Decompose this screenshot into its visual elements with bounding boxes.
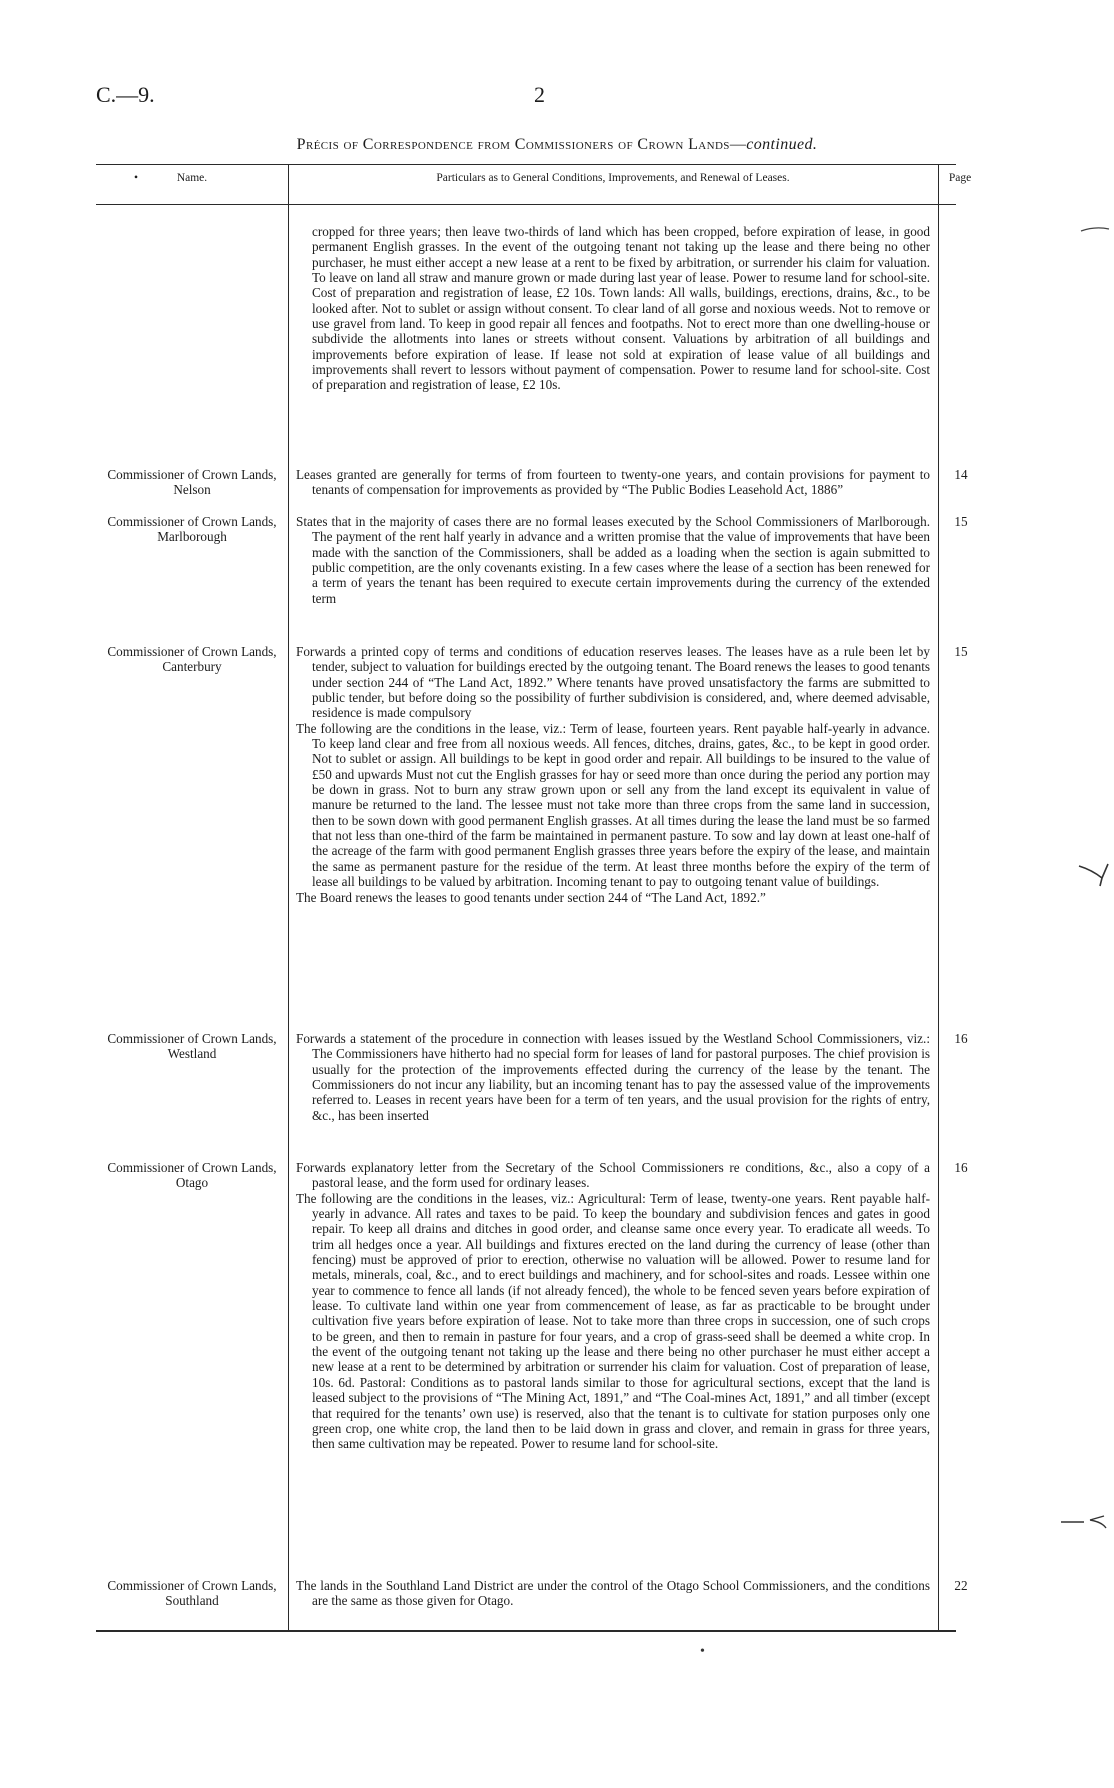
commissioner-name: Commissioner of Crown Lands, Westland [107, 1031, 277, 1062]
page-reference: 15 [954, 644, 968, 659]
margin-tick-mark [1078, 862, 1112, 888]
header-bottom-rule [96, 204, 956, 205]
table-bottom-rule [96, 1630, 956, 1632]
paragraph: Forwards a printed copy of terms and conditions of education reserves leases. The leases have as a rule been let by tender, subject to valuation for buildings erected by the outgoing tenant. The Board renews the leases to good tenants under section 244 of “The Land Act, 1892.” Where tenants have proved unsatisfactory the farms are submitted to public tender, but before doing so the possibility of further subdivision is considered, and, where deemed advisable, residence is made compulsory [296, 644, 930, 721]
paragraph: Forwards explanatory letter from the Secretary of the School Commissioners re conditions, &c., also a copy of a pastoral lease, and the form used for ordinary leases. [296, 1160, 930, 1191]
particulars-cell [296, 1578, 930, 1609]
paragraph: The lands in the Southland Land District are under the control of the Otago School Commissioners, and the conditions are the same as those given for Otago. [296, 1578, 930, 1609]
column-divider-name [288, 164, 289, 1630]
page-title [0, 136, 1114, 154]
table-top-rule [96, 164, 956, 165]
particulars-cell [296, 1160, 930, 1452]
page-reference: 14 [954, 467, 968, 482]
particulars-cell [296, 644, 930, 905]
margin-tick-mark [1060, 1512, 1110, 1532]
particulars-cell [296, 1031, 930, 1123]
page-reference: 16 [954, 1160, 968, 1175]
column-header-particulars: Particulars as to General Conditions, Improvements, and Renewal of Leases. [436, 172, 790, 184]
commissioner-name: Commissioner of Crown Lands, Southland [107, 1578, 277, 1609]
scan-dot: • [700, 1644, 705, 1659]
paragraph: Leases granted are generally for terms of from fourteen to twenty-one years, and contain provisions for payment to tenants of compensation for improvements as provided by “The Public Bodies Leasehold Act, 1886” [296, 467, 930, 498]
particulars-cell [296, 224, 930, 393]
page-reference: 15 [954, 514, 968, 529]
title-continued: continued. [746, 136, 818, 153]
paragraph: States that in the majority of cases there are no formal leases executed by the School Commissioners of Marlborough. The payment of the rent half yearly in advance and a written promise that the value of improvements that have been made with the sanction of the Commissioners, shall be added as a loading when the section is again submitted to public competition, are the only covenants existing. In a few cases where the lease of a section has been renewed for a term of years the tenant has been required to execute certain improvements during the currency of the extended term [296, 514, 930, 606]
commissioner-name: Commissioner of Crown Lands, Canterbury [107, 644, 277, 675]
paragraph: The following are the conditions in the leases, viz.: Agricultural: Term of lease, twenty-one years. Rent payable half-yearly in advance. All rates and taxes to be paid. To keep the boundary and subdivision fences and gates in good repair. To keep all drains and ditches in good order, and cleanse same once every year. To eradicate all weeds. To trim all hedges once a year. All buildings and fixtures erected on the land during the currency of lease (other than fencing) must be approved of prior to erection, otherwise no valuation will be allowed. Power to resume land for metals, minerals, coal, &c., and to erect buildings and machinery, and for school-sites and roads. Lessee within one year to commence to fence all lands (if not already fenced), the whole to be fenced seven years before expiration of lease. To cultivate land within one year from commencement of lease, as far as practicable to be brought under cultivation five years before expiration of lease. Not to take more than three crops in succession, one of such crops to be green, and then to remain in pasture for four years, and a crop of grass-seed shall be deemed a white crop. In the event of the outgoing tenant not taking up the lease and there being no other purchaser he must either accept a new lease at a rent to be determined by arbitration or surrender his claim for valuation. Cost of preparation of lease, 10s. 6d. Pastoral: Conditions as to pastoral lands similar to those for agricultural sections, except that the land is leased subject to the provisions of “The Mining Act, 1891,” and “The Coal-mines Act, 1891,” and all timber (except that required for the tenants’ own use) is reserved, also that the tenant is to cultivate for station purposes only one green crop, one white crop, the land then to be laid down in grass and clover, and remain in grass for three years, then same cultivation may be repeated. Power to resume land for school-site. [296, 1190, 930, 1452]
commissioner-name: Commissioner of Crown Lands, Marlborough [107, 514, 277, 545]
particulars-cell [296, 467, 930, 498]
paragraph: The Board renews the leases to good tenants under section 244 of “The Land Act, 1892.” [296, 889, 766, 905]
page-reference: 22 [954, 1578, 968, 1593]
page-reference: 16 [954, 1031, 968, 1046]
paragraph: cropped for three years; then leave two-thirds of land which has been cropped, before expiration of lease, in good permanent English grasses. In the event of the outgoing tenant not taking up the lease and there being no other purchaser, he must either accept a new lease at a rent to be fixed by arbitration, or surrender his claim for valuation. To leave on land all straw and manure grown or made during last year of lease. Power to resume land for school-site. Cost of preparation and registration of lease, £2 10s. Town lands: All walls, buildings, erections, drains, &c., to be looked after. Not to sublet or assign without consent. To clear land of all gorse and noxious weeds. Not to remove or use gravel from land. To keep in good repair all fences and footpaths. Not to erect more than one dwelling-house or subdivide the allotments into lanes or streets without consent. Valuations by arbitration of all buildings and improvements before expiration of lease. If lease not sold at expiration of lease value of all buildings and improvements shall revert to lessors without payment of compensation. Power to resume land for school-site. Cost of preparation and registration of lease, £2 10s. [312, 224, 930, 393]
bullet-mark: • [134, 172, 139, 184]
title-main: Précis of Correspondence from Commissioners of Crown Lands— [296, 136, 747, 153]
commissioner-name: Commissioner of Crown Lands, Nelson [107, 467, 277, 498]
commissioner-name: Commissioner of Crown Lands, Otago [107, 1160, 277, 1191]
paper-reference: C.—9. [96, 82, 155, 107]
paragraph: Forwards a statement of the procedure in connection with leases issued by the Westland School Commissioners, viz.: The Commissioners have hitherto had no special form for leases of land for pastoral purposes. The chief provision is usually for the protection of the improvements effected during the currency of the lease by the tenant. The Commissioners do not incur any liability, but an incoming tenant has to pay the assessed value of the improvements referred to. Leases in recent years have been for a term of ten years, and the usual provision for the rights of entry, &c., has been inserted [296, 1031, 930, 1123]
paragraph: The following are the conditions in the lease, viz.: Term of lease, fourteen years. Rent payable half-yearly in advance. To keep land clear and free from all noxious weeds. All fences, ditches, drains, gates, &c., to be kept in good order. Not to sublet or assign. All buildings to be kept in good order and repair. All buildings to be insured to the value of £50 and upwards Must not cut the English grasses for hay or seed more than once during the period any portion may be down in grass. Not to burn any straw grown upon or sell any from the land except its equivalent in value of manure be returned to the land. The lessee must not take more than three crops from the same land in succession, then to be sown down with good permanent English grasses. At all times during the lease the land must be so farmed that not less than one-third of the farm be maintained in permanent pasture. To sow and lay down at least one-half of the acreage of the farm with good permanent English grasses three years before the expiry of the lease, and maintain the same as permanent pasture for the residue of the term. At least three months before the expiry of the term of lease all buildings to be valued by arbitration. Incoming tenant to pay to outgoing tenant value of buildings. [296, 720, 930, 890]
column-header-page: Page [948, 172, 972, 184]
column-header-name: • Name. [134, 172, 208, 184]
particulars-cell [296, 514, 930, 606]
column-divider-page [938, 164, 939, 1630]
margin-tick-mark [1080, 222, 1110, 236]
page-number: 2 [534, 82, 545, 107]
